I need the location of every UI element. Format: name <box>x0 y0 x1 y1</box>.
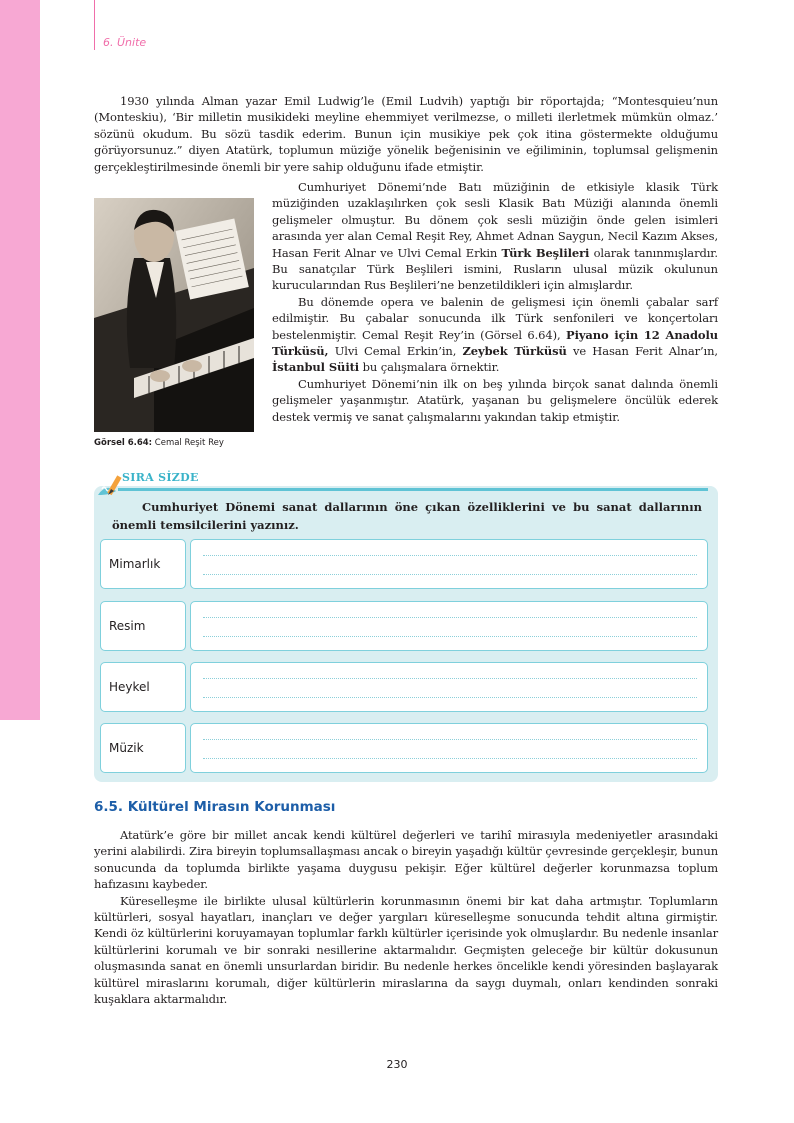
row-label <box>100 723 186 773</box>
p2-bold-3: İstanbul Süiti <box>272 360 360 375</box>
row-label <box>100 601 186 651</box>
dotted-line <box>203 636 697 637</box>
dotted-line <box>203 739 697 740</box>
answer-field-mimarlik[interactable] <box>190 539 708 589</box>
row-label <box>100 539 186 589</box>
section-paragraph-2: Küreselleşme ile birlikte ulusal kültürlerin korunmasının önemi bir kat daha artmıştır. Toplumların kültürleri, sosyal hayatları, inançları ve değer yargıları küreselleşme sonucunda tehdit altına girmiştir. Kendi öz kültürlerini koruyamayan toplumlar farklı kültürler içerisinde yok olmuşlardır. Bu nedenle insanlar kültürlerini korumalı ve bir sonraki nesillerine aktarmalıdır. Geçmişten geleceğe bir kültür dokusunun oluşmasında sanat en önemli unsurlardan biridir. Bu nedenle herkes öncelikle kendi yöresinden başlayarak kültürel miraslarını korumalı, diğer kültürlerin miraslarına da saygı duymalı, onları kendinden sonraki kuşaklara aktarmalıdır. <box>94 893 718 1007</box>
p1-text-a: Cumhuriyet Dönemi’nde Batı müziğinin de etkisiyle klasik Türk müziğinden uzaklaşılırken çok sesli Klasik Batı Müziği alanında önemli gelişmeler olmuştur. Bu dönem çok sesli müziğin önde gelen isimleri arasında yer alan Cemal Reşit Rey, Ahmet Adnan Saygun, Necil Kazım Akses, Hasan Ferit Alnar ve Ulvi Cemal Erkin <box>272 180 718 260</box>
answer-row-mimarlik <box>100 539 708 589</box>
dotted-line <box>203 678 697 679</box>
section-heading: 6.5. Kültürel Mirasın Korunması <box>94 799 336 815</box>
p2-bold-1: Piyano için 12 Anadolu Türküsü, <box>272 327 718 359</box>
dotted-line <box>203 574 697 575</box>
row-label-text: Resim <box>109 619 146 633</box>
caption-label: Görsel 6.64: <box>94 438 153 448</box>
sira-sizde-question <box>112 498 702 534</box>
unit-label: 6. Ünite <box>103 36 147 49</box>
p2-text-d: bu çalışmalara örnektir. <box>359 360 500 375</box>
answer-field-muzik[interactable] <box>190 723 708 773</box>
section-paragraph-1: Atatürk’e göre bir millet ancak kendi kültürel değerleri ve tarihî mirasıyla medeniyetler arasındaki yerini alabilirdi. Zira bireyin toplumsallaşması ancak o bireyin yaşadığı kültür çevresinde gerçekleşir, bunun sonucunda da toplumda birlikte yaşama duygusu pekişir. Eğer kültürel değerler korunmazsa toplum hafızasını kaybeder. <box>94 828 718 892</box>
dotted-line <box>203 617 697 618</box>
question-text: Cumhuriyet Dönemi sanat dallarının öne çıkan özelliklerini ve bu sanat dallarının önemli temsilcilerini yazınız. <box>112 500 702 532</box>
dotted-line <box>203 758 697 759</box>
answer-field-resim[interactable] <box>190 601 708 651</box>
answer-field-heykel[interactable] <box>190 662 708 712</box>
row-label-text: Müzik <box>109 741 144 755</box>
p2-bold-2: Zeybek Türküsü <box>462 344 567 359</box>
answer-row-resim <box>100 601 708 651</box>
p1-bold-term: Türk Beşlileri <box>501 245 590 260</box>
sira-sizde-accent-line <box>118 488 708 491</box>
section-text-block <box>94 827 718 1007</box>
music-paragraph-2 <box>272 294 718 376</box>
p1-text-b: olarak tanınmışlardır. Bu sanatçılar Türk Beşlileri ismini, Rusların ulusal müzik okulunun kurucularından Rus Beşlileri’ne benzetildikleri için almışlardır. <box>272 245 718 293</box>
answer-row-heykel <box>100 662 708 712</box>
sira-sizde-title: SIRA SİZDE <box>122 471 199 484</box>
dotted-line <box>203 697 697 698</box>
p2-text-a: Bu dönemde opera ve balenin de gelişmesi için önemli çabalar sarf edilmiştir. Bu çabalar sonucunda ilk Türk senfonileri ve konçertoları bestelenmiştir. Cemal Reşit Rey’in (Görsel 6.64), <box>272 294 718 342</box>
music-paragraph-3: Cumhuriyet Dönemi’nin ilk on beş yılında birçok sanat dalında önemli gelişmeler yaşanmıştır. Atatürk, yaşanan bu gelişmelere öncülük ederek destek vermiş ve sanat çalışmalarını yakından takip etmiştir. <box>272 376 718 424</box>
row-label-text: Heykel <box>109 680 150 694</box>
row-label <box>100 662 186 712</box>
header-divider-line <box>94 0 95 50</box>
cemal-resit-rey-photo <box>94 198 254 432</box>
page-number: 230 <box>386 1058 408 1071</box>
dotted-line <box>203 555 697 556</box>
intro-paragraph: 1930 yılında Alman yazar Emil Ludwig’le (Emil Ludvih) yaptığı bir röportajda; “Montesquieu’nun (Monteskiu), ‘Bir milletin musikideki meyline ehemmiyet verilmezse, o milleti ilerletmek mümkün olmaz.’ sözünü okudum. Bu sözü tasdik ederim. Bunun için musikiye pek çok itina göstermekte olduğumu görüyorsunuz.” diyen Atatürk, toplumun müziğe yönelik beğenisinin ve eğiliminin, toplumsal gelişmenin gerçekleştirilmesinde önemli bir yere sahip olduğunu ifade etmiştir. <box>94 94 718 174</box>
row-label-text: Mimarlık <box>109 557 161 571</box>
music-text-block <box>272 179 718 425</box>
side-color-bar <box>0 0 40 720</box>
p2-text-b: Ulvi Cemal Erkin’in, <box>328 344 463 359</box>
answer-row-muzik <box>100 723 708 773</box>
p2-text-c: ve Hasan Ferit Alnar’ın, <box>566 344 718 359</box>
caption-text: Cemal Reşit Rey <box>152 438 224 448</box>
photo-caption <box>94 438 224 448</box>
music-paragraph-1 <box>272 179 718 294</box>
